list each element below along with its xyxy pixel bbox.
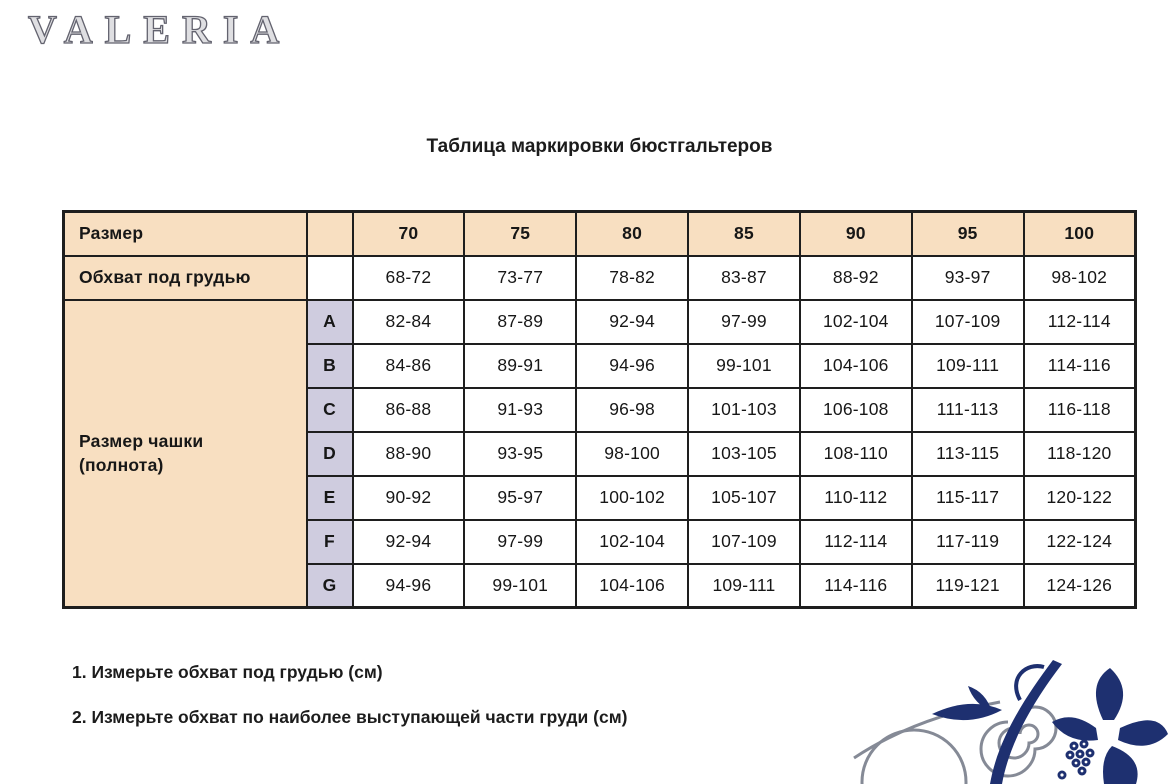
bust-cell: 124-126: [1024, 564, 1136, 608]
underbust-cell: 98-102: [1024, 256, 1136, 300]
size-col-header: 85: [688, 212, 800, 256]
bust-cell: 94-96: [576, 344, 688, 388]
size-col-header: 70: [353, 212, 465, 256]
size-col-header: 95: [912, 212, 1024, 256]
bust-cell: 99-101: [688, 344, 800, 388]
cup-letter-cell: G: [307, 564, 353, 608]
page-title: Таблица маркировки бюстгальтеров: [426, 136, 773, 157]
underbust-cell: 78-82: [576, 256, 688, 300]
bust-cell: 108-110: [800, 432, 912, 476]
bust-cell: 112-114: [1024, 300, 1136, 344]
cup-letter-cell: F: [307, 520, 353, 564]
bust-cell: 82-84: [353, 300, 465, 344]
brand-logo: VALERIA: [28, 7, 292, 52]
bust-cell: 100-102: [576, 476, 688, 520]
table-row-underbust: [64, 256, 1136, 300]
size-col-header: 75: [464, 212, 576, 256]
bust-cell: 116-118: [1024, 388, 1136, 432]
bust-cell: 102-104: [576, 520, 688, 564]
floral-ornament-icon: [850, 660, 1170, 784]
size-row-header: Размер: [64, 212, 307, 256]
cup-letter-cell: D: [307, 432, 353, 476]
bust-cell: 107-109: [912, 300, 1024, 344]
bust-cell: 102-104: [800, 300, 912, 344]
bust-cell: 118-120: [1024, 432, 1136, 476]
bust-cell: 98-100: [576, 432, 688, 476]
bust-cell: 113-115: [912, 432, 1024, 476]
bust-cell: 109-111: [912, 344, 1024, 388]
underbust-row-header: Обхват под грудью: [64, 256, 307, 300]
cup-size-row-header: [64, 300, 307, 608]
underbust-cell: 83-87: [688, 256, 800, 300]
bust-cell: 96-98: [576, 388, 688, 432]
size-col-header: 80: [576, 212, 688, 256]
bust-cell: 92-94: [576, 300, 688, 344]
cup-letter-cell: B: [307, 344, 353, 388]
bust-cell: 122-124: [1024, 520, 1136, 564]
bust-cell: 114-116: [1024, 344, 1136, 388]
bust-cell: 104-106: [576, 564, 688, 608]
bust-cell: 86-88: [353, 388, 465, 432]
bust-cell: 120-122: [1024, 476, 1136, 520]
bust-cell: 92-94: [353, 520, 465, 564]
underbust-cell: 68-72: [353, 256, 465, 300]
bust-cell: 97-99: [688, 300, 800, 344]
cup-letter-cell: C: [307, 388, 353, 432]
bust-cell: 91-93: [464, 388, 576, 432]
bust-cell: 99-101: [464, 564, 576, 608]
empty-corner-cell: [307, 212, 353, 256]
cup-letter-cell: A: [307, 300, 353, 344]
empty-cell: [307, 256, 353, 300]
bust-cell: 94-96: [353, 564, 465, 608]
bust-cell: 112-114: [800, 520, 912, 564]
bust-cell: 110-112: [800, 476, 912, 520]
bust-cell: 119-121: [912, 564, 1024, 608]
instruction-step-2: 2. Измерьте обхват по наиболее выступающей части груди (см): [72, 707, 628, 727]
bust-cell: 90-92: [353, 476, 465, 520]
bust-cell: 104-106: [800, 344, 912, 388]
table-row-size: [64, 212, 1136, 256]
bra-size-table: [62, 210, 1137, 609]
bust-cell: 111-113: [912, 388, 1024, 432]
underbust-cell: 93-97: [912, 256, 1024, 300]
bust-cell: 89-91: [464, 344, 576, 388]
bust-cell: 107-109: [688, 520, 800, 564]
table-row-cup-a: [64, 300, 1136, 344]
size-col-header: 100: [1024, 212, 1136, 256]
bust-cell: 84-86: [353, 344, 465, 388]
bust-cell: 93-95: [464, 432, 576, 476]
bust-cell: 109-111: [688, 564, 800, 608]
bust-cell: 106-108: [800, 388, 912, 432]
bust-cell: 114-116: [800, 564, 912, 608]
instruction-step-1: 1. Измерьте обхват под грудью (см): [72, 662, 383, 682]
bust-cell: 105-107: [688, 476, 800, 520]
bust-cell: 103-105: [688, 432, 800, 476]
bust-cell: 95-97: [464, 476, 576, 520]
size-col-header: 90: [800, 212, 912, 256]
bust-cell: 87-89: [464, 300, 576, 344]
bust-cell: 97-99: [464, 520, 576, 564]
underbust-cell: 73-77: [464, 256, 576, 300]
underbust-cell: 88-92: [800, 256, 912, 300]
bust-cell: 115-117: [912, 476, 1024, 520]
bust-cell: 88-90: [353, 432, 465, 476]
measuring-instructions: [72, 660, 627, 750]
cup-letter-cell: E: [307, 476, 353, 520]
cup-size-label: Размер чашки (полнота): [79, 430, 204, 476]
bust-cell: 101-103: [688, 388, 800, 432]
bust-cell: 117-119: [912, 520, 1024, 564]
